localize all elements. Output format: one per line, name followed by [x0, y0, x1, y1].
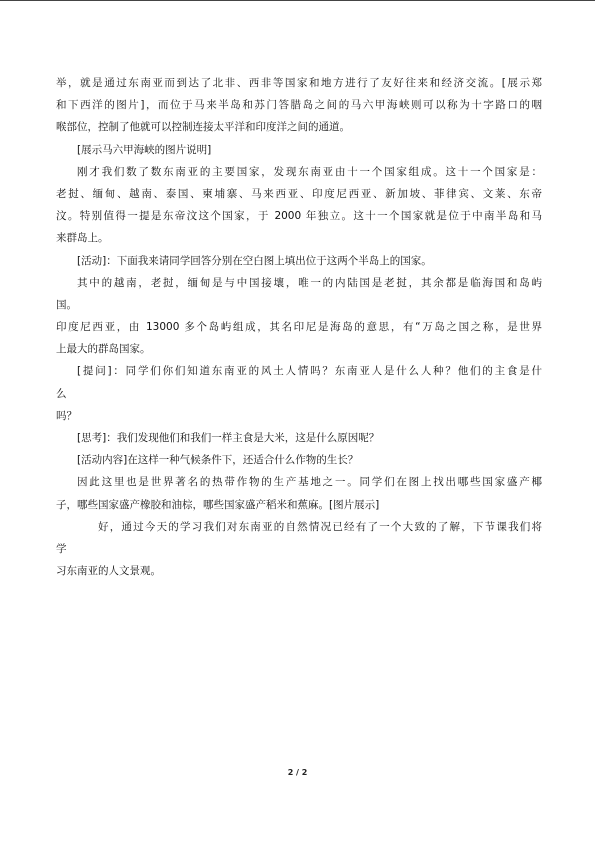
- paragraph-line: 喉部位，控制了他就可以控制连接太平洋和印度洋之间的通道。: [56, 121, 350, 134]
- paragraph-line: 刚才我们数了数东南亚的主要国家，发现东南亚由十一个国家组成。这十一个国家是：: [77, 165, 542, 178]
- paragraph-line: [思考]：我们发现他们和我们一样主食是大米，这是什么原因呢？: [77, 432, 380, 444]
- paragraph-line: 老挝、缅甸、越南、泰国、柬埔寨、马来西亚、印度尼西亚、新加坡、菲律宾、文莱、东帝: [56, 187, 542, 200]
- page-number: 2 / 2: [287, 768, 308, 777]
- paragraph-line: 习东南亚的人文景观。: [56, 565, 161, 578]
- header-rule: [0, 0, 595, 1]
- paragraph-line: [活动]：下面我来请同学回答分别在空白图上填出位于这两个半岛上的国家。: [77, 254, 432, 267]
- paragraph-line: 其中的越南，老挝，缅甸是与中国接壤，唯一的内陆国是老挝，其余都是临海国和岛屿: [77, 276, 542, 289]
- paragraph-line: 上最大的群岛国家。: [56, 343, 151, 356]
- paragraph-line: 好，通过今天的学习我们对东南亚的自然情况已经有了一个大致的了解，下节课我们将: [98, 520, 542, 533]
- paragraph-line: 吗？: [56, 409, 77, 422]
- paragraph-line: 汶。特别值得一提是东帝汶这个国家，于 2000 年独立。这十一个国家就是位于中南半岛和马: [56, 210, 542, 223]
- paragraph-line: 来群岛上。: [56, 232, 109, 245]
- paragraph-line: [展示马六甲海峡的图片说明]: [77, 143, 212, 156]
- paragraph-line: 和下西洋的图片]，而位于马来半岛和苏门答腊岛之间的马六甲海峡则可以称为十字路口的咽: [56, 99, 542, 112]
- paragraph-line: 因此这里也是世界著名的热带作物的生产基地之一。同学们在图上找出哪些国家盛产椰: [77, 476, 542, 489]
- paragraph-line: 么: [56, 387, 67, 400]
- paragraph-line: [活动内容]在这样一种气候条件下，还适合什么作物的生长？: [77, 454, 359, 467]
- paragraph-line: 国。: [56, 298, 77, 311]
- document-body: [56, 72, 542, 582]
- paragraph-line: [提问]：同学们你们知道东南亚的风土人情吗？东南亚人是什么人种？他们的主食是什: [77, 365, 542, 378]
- paragraph-line: 子，哪些国家盛产橡胶和油棕，哪些国家盛产稻米和蕉麻。[图片展示]: [56, 498, 380, 511]
- paragraph-line: 印度尼西亚，由 13000 多个岛屿组成，其名印尼是海岛的意思，有“万岛之国之称，是世界: [56, 321, 542, 334]
- paragraph-line: 举，就是通过东南亚而到达了北非、西非等国家和地方进行了友好往来和经济交流。[展示郑: [56, 77, 542, 89]
- paragraph-line: 学: [56, 542, 67, 555]
